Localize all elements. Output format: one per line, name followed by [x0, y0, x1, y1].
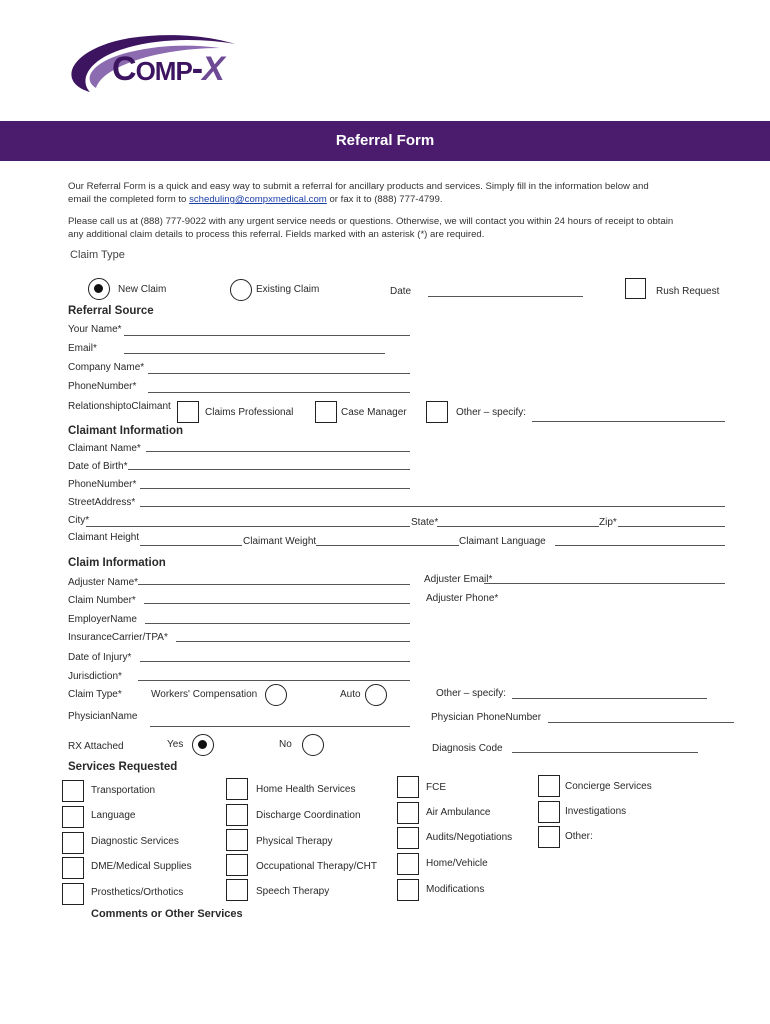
company-logo — [60, 30, 250, 96]
dob-field[interactable] — [128, 469, 410, 470]
claims-professional-label: Claims Professional — [205, 407, 294, 418]
insurance-carrier-field[interactable] — [176, 641, 410, 642]
claimant-phone-field[interactable] — [140, 488, 410, 489]
email-field[interactable] — [124, 353, 385, 354]
service-label: Speech Therapy — [256, 886, 330, 897]
claimant-language-field[interactable] — [555, 545, 725, 546]
adjuster-name-field[interactable] — [138, 584, 410, 585]
referral-phone-label: PhoneNumber* — [68, 381, 137, 392]
insurance-carrier-label: InsuranceCarrier/TPA* — [68, 632, 168, 643]
email-label: Email* — [68, 343, 97, 354]
your-name-label: Your Name* — [68, 324, 122, 335]
auto-label: Auto — [340, 689, 361, 700]
adjuster-phone-label: Adjuster Phone* — [426, 593, 499, 604]
date-of-injury-field[interactable] — [140, 661, 410, 662]
rx-attached-label: RX Attached — [68, 741, 124, 752]
case-manager-label: Case Manager — [341, 407, 407, 418]
rush-request-label: Rush Request — [656, 286, 720, 297]
service-checkbox[interactable] — [226, 778, 248, 800]
comments-heading: Comments or Other Services — [91, 908, 243, 920]
service-checkbox[interactable] — [62, 806, 84, 828]
claimant-height-field[interactable] — [140, 545, 242, 546]
rx-yes-label: Yes — [167, 739, 184, 750]
service-label: Air Ambulance — [426, 807, 491, 818]
claimant-name-label: Claimant Name* — [68, 443, 141, 454]
street-address-label: StreetAddress* — [68, 497, 136, 508]
service-label: Concierge Services — [565, 781, 652, 792]
zip-label: Zip* — [599, 517, 617, 528]
other-claim-type-field[interactable] — [512, 698, 707, 699]
physician-phone-label: Physician PhoneNumber — [431, 712, 542, 723]
claimant-phone-label: PhoneNumber* — [68, 479, 137, 490]
service-label: Diagnostic Services — [91, 836, 179, 847]
employer-name-label: EmployerName — [68, 614, 137, 625]
new-claim-label: New Claim — [118, 284, 167, 295]
intro-text: Please call us at (888) 777-9022 with any urgent service needs or questions. Otherwise, we will contact you within 24 hours of receipt to obtain — [68, 216, 674, 227]
auto-radio[interactable] — [365, 684, 387, 706]
services-requested-heading: Services Requested — [68, 761, 178, 773]
adjuster-email-field[interactable] — [484, 583, 725, 584]
claimant-language-label: Claimant Language — [459, 536, 546, 547]
state-field[interactable] — [437, 526, 599, 527]
claimant-information-heading: Claimant Information — [68, 425, 184, 437]
adjuster-email-label: Adjuster Email* — [424, 574, 493, 585]
claim-type-label: Claim Type* — [68, 689, 122, 700]
service-label: DME/Medical Supplies — [91, 861, 192, 872]
physician-phone-field[interactable] — [548, 722, 734, 723]
service-label: Modifications — [426, 884, 485, 895]
diagnosis-code-field[interactable] — [512, 752, 698, 753]
claim-information-heading: Claim Information — [68, 557, 166, 569]
intro-paragraph-2 — [68, 215, 718, 241]
physician-name-label: PhysicianName — [68, 711, 138, 722]
rx-yes-radio[interactable] — [192, 734, 214, 756]
claimant-weight-label: Claimant Weight — [243, 536, 317, 547]
service-label: Investigations — [565, 806, 627, 817]
date-label: Date — [390, 286, 412, 297]
intro-text: Our Referral Form is a quick and easy way to submit a referral for ancillary products and services. Simply fill in the information below and — [68, 181, 649, 192]
jurisdiction-field[interactable] — [138, 680, 410, 681]
existing-claim-label: Existing Claim — [256, 284, 320, 295]
service-checkbox[interactable] — [397, 853, 419, 875]
claim-type-heading: Claim Type — [70, 249, 125, 261]
service-checkbox[interactable] — [62, 832, 84, 854]
other-relationship-label: Other – specify: — [456, 407, 527, 418]
claim-number-label: Claim Number* — [68, 595, 136, 606]
referral-source-heading: Referral Source — [68, 305, 154, 317]
service-label: Language — [91, 810, 136, 821]
claim-number-field[interactable] — [144, 603, 410, 604]
service-label: FCE — [426, 782, 446, 793]
other-relationship-field[interactable] — [532, 421, 725, 422]
service-label: Other: — [565, 831, 593, 842]
case-manager-checkbox[interactable] — [315, 401, 337, 423]
scheduling-email-link[interactable]: scheduling@compxmedical.com — [189, 194, 327, 205]
rx-no-label: No — [279, 739, 292, 750]
service-checkbox[interactable] — [397, 879, 419, 901]
intro-text: or fax it to (888) 777-4799. — [329, 194, 443, 205]
city-label: City* — [68, 515, 90, 526]
service-checkbox[interactable] — [226, 854, 248, 876]
intro-text: email the completed form to — [68, 194, 187, 205]
rush-request-checkbox[interactable] — [625, 278, 646, 299]
workers-comp-label: Workers' Compensation — [151, 689, 258, 700]
state-label: State* — [411, 517, 439, 528]
service-checkbox[interactable] — [226, 804, 248, 826]
referral-phone-field[interactable] — [148, 392, 410, 393]
page-title: Referral Form — [335, 132, 435, 149]
claimant-name-field[interactable] — [146, 451, 410, 452]
service-label: Home/Vehicle — [426, 858, 488, 869]
service-checkbox[interactable] — [397, 776, 419, 798]
service-label: Audits/Negotiations — [426, 832, 513, 843]
service-checkbox[interactable] — [397, 827, 419, 849]
claimant-height-label: Claimant Height — [68, 532, 140, 543]
service-checkbox[interactable] — [226, 829, 248, 851]
dob-label: Date of Birth* — [68, 461, 128, 472]
claims-professional-checkbox[interactable] — [177, 401, 199, 423]
service-checkbox[interactable] — [226, 879, 248, 901]
service-checkbox[interactable] — [538, 826, 560, 848]
form-title-banner — [0, 121, 770, 161]
workers-comp-radio[interactable] — [265, 684, 287, 706]
jurisdiction-label: Jurisdiction* — [68, 671, 122, 682]
relationship-label: RelationshiptoClaimant — [68, 401, 171, 412]
other-relationship-checkbox[interactable] — [426, 401, 448, 423]
service-label: Discharge Coordination — [256, 810, 361, 821]
intro-paragraph-1 — [68, 180, 718, 206]
service-checkbox[interactable] — [62, 883, 84, 905]
city-field[interactable] — [86, 526, 410, 527]
diagnosis-code-label: Diagnosis Code — [432, 743, 503, 754]
zip-field[interactable] — [618, 526, 725, 527]
service-checkbox[interactable] — [538, 775, 560, 797]
rx-no-radio[interactable] — [302, 734, 324, 756]
logo-text: COMP-X — [112, 50, 224, 88]
street-address-field[interactable] — [140, 506, 725, 507]
company-name-field[interactable] — [148, 373, 410, 374]
service-label: Transportation — [91, 785, 156, 796]
adjuster-name-label: Adjuster Name* — [68, 577, 139, 588]
date-of-injury-label: Date of Injury* — [68, 652, 132, 663]
new-claim-radio[interactable] — [88, 278, 110, 300]
physician-name-field[interactable] — [150, 726, 410, 727]
service-checkbox[interactable] — [538, 801, 560, 823]
claimant-weight-field[interactable] — [316, 545, 459, 546]
service-checkbox[interactable] — [62, 857, 84, 879]
service-checkbox[interactable] — [62, 780, 84, 802]
service-label: Occupational Therapy/CHT — [256, 861, 377, 872]
service-label: Home Health Services — [256, 784, 356, 795]
your-name-field[interactable] — [124, 335, 410, 336]
other-claim-type-label: Other – specify: — [436, 688, 507, 699]
date-field[interactable] — [428, 296, 583, 297]
company-name-label: Company Name* — [68, 362, 145, 373]
existing-claim-radio[interactable] — [230, 279, 252, 301]
intro-text: any additional claim details to process this referral. Fields marked with an asterisk (*) are required. — [68, 229, 485, 240]
service-checkbox[interactable] — [397, 802, 419, 824]
employer-name-field[interactable] — [145, 623, 410, 624]
service-label: Physical Therapy — [256, 836, 333, 847]
service-label: Prosthetics/Orthotics — [91, 887, 184, 898]
